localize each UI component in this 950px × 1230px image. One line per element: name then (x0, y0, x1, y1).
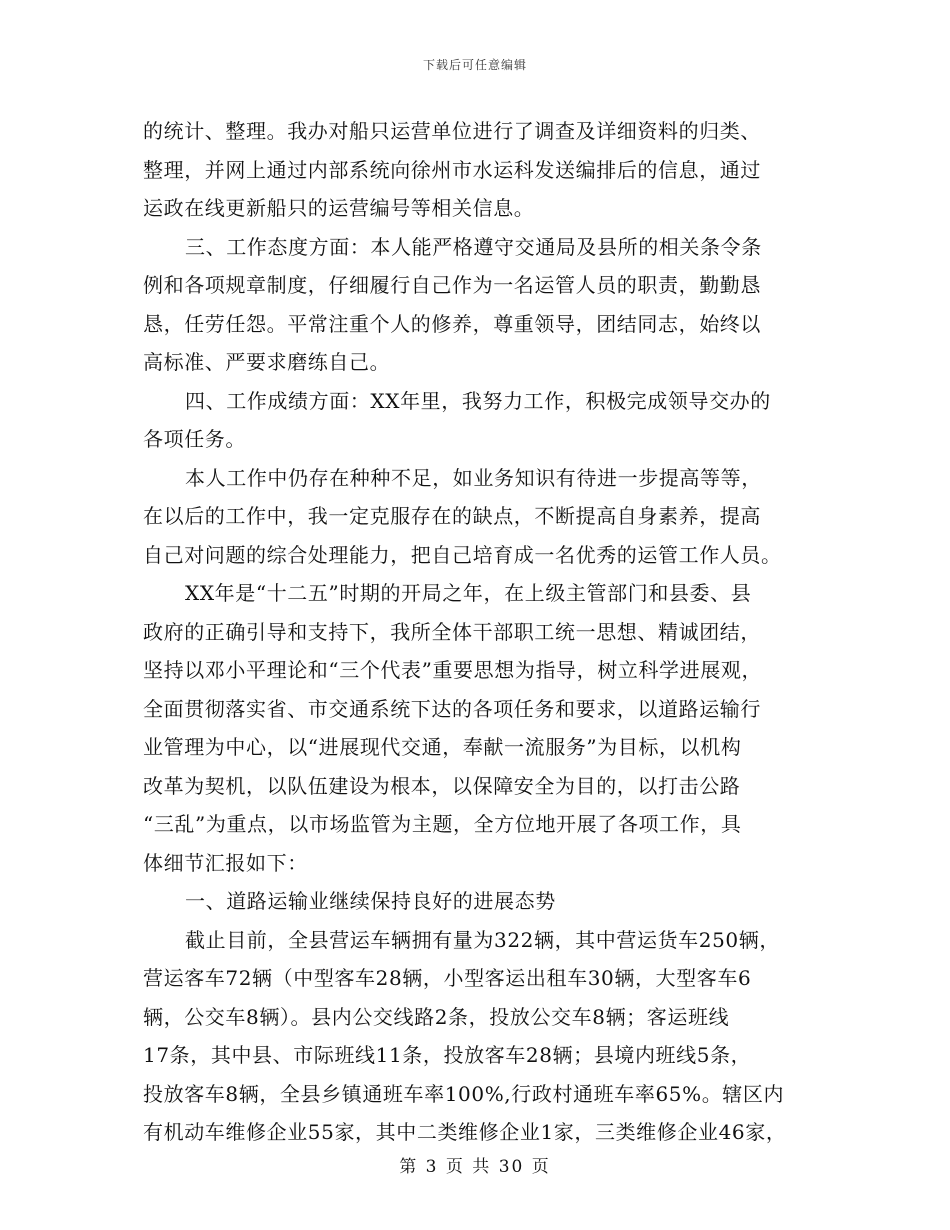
page-header: 下载后可任意编辑 (422, 58, 527, 72)
text-line: 政府的正确引导和支持下，我所全体干部职工统一思想、精诚团结， (143, 619, 761, 644)
paragraph-start-line: 本人工作中仍存在种种不足，如业务知识有待进一步提高等等， (185, 465, 762, 490)
paragraph-start-line: 截止目前，全县营运车辆拥有量为322辆，其中营运货车250辆， (185, 927, 780, 952)
text-line: “三乱”为重点，以市场监管为主题，全方位地开展了各项工作，具 (143, 812, 742, 836)
text-line: 坚持以邓小平理论和“三个代表”重要思想为指导，树立科学进展观， (143, 658, 763, 682)
text-line: 的统计、整理。我办对船只运营单位进行了调查及详细资料的归类、 (143, 119, 761, 143)
section-heading: 一、道路运输业继续保持良好的进展态势 (185, 889, 556, 913)
page-footer: 第 3 页 共 30 页 (399, 1157, 551, 1177)
document-body (143, 112, 833, 1152)
text-line: 体细节汇报如下： (143, 850, 308, 875)
text-line: 投放客车8辆，全县乡镇通班车率100%,行政村通班车率65%。辖区内 (143, 1081, 785, 1106)
text-line: 全面贯彻落实省、市交通系统下达的各项任务和要求，以道路运输行 (143, 696, 761, 721)
text-line: 运政在线更新船只的运营编号等相关信息。 (143, 196, 535, 220)
text-line: 营运客车72辆（中型客车28辆，小型客运出租车30辆，大型客车6 (143, 966, 752, 990)
text-line: 17条，其中县、市际班线11条，投放客车28辆；县境内班线5条， (143, 1043, 752, 1067)
paragraph-start-line: XX年是“十二五”时期的开局之年，在上级主管部门和县委、县 (185, 581, 752, 605)
text-line: 整理，并网上通过内部系统向徐州市水运科发送编排后的信息，通过 (143, 157, 761, 182)
paragraph-start-line: 三、工作态度方面：本人能严格遵守交通局及县所的相关条令条 (185, 234, 762, 259)
text-line: 高标准、严要求磨练自己。 (143, 350, 391, 374)
text-line: 在以后的工作中，我一定克服存在的缺点，不断提高自身素养，提高 (143, 504, 761, 528)
text-line: 有机动车维修企业55家，其中二类维修企业1家，三类维修企业46家， (143, 1120, 787, 1144)
text-line: 例和各项规章制度，仔细履行自己作为一名运管人员的职责，勤勤恳 (143, 273, 761, 297)
text-line: 辆，公交车8辆）。县内公交线路2条，投放公交车8辆；客运班线 (143, 1004, 730, 1029)
paragraph-start-line: 四、工作成绩方面：XX年里，我努力工作，积极完成领导交办的 (185, 388, 771, 413)
text-line: 自己对问题的综合处理能力，把自己培育成一名优秀的运管工作人员。 (143, 542, 782, 567)
text-line: 恳，任劳任怨。平常注重个人的修养，尊重领导，团结同志，始终以 (143, 311, 761, 336)
text-line: 业管理为中心，以“进展现代交通，奉献一流服务”为目标，以机构 (143, 735, 742, 759)
text-line: 各项任务。 (143, 427, 246, 451)
text-line: 改革为契机，以队伍建设为根本，以保障安全为目的，以打击公路 (143, 773, 741, 798)
